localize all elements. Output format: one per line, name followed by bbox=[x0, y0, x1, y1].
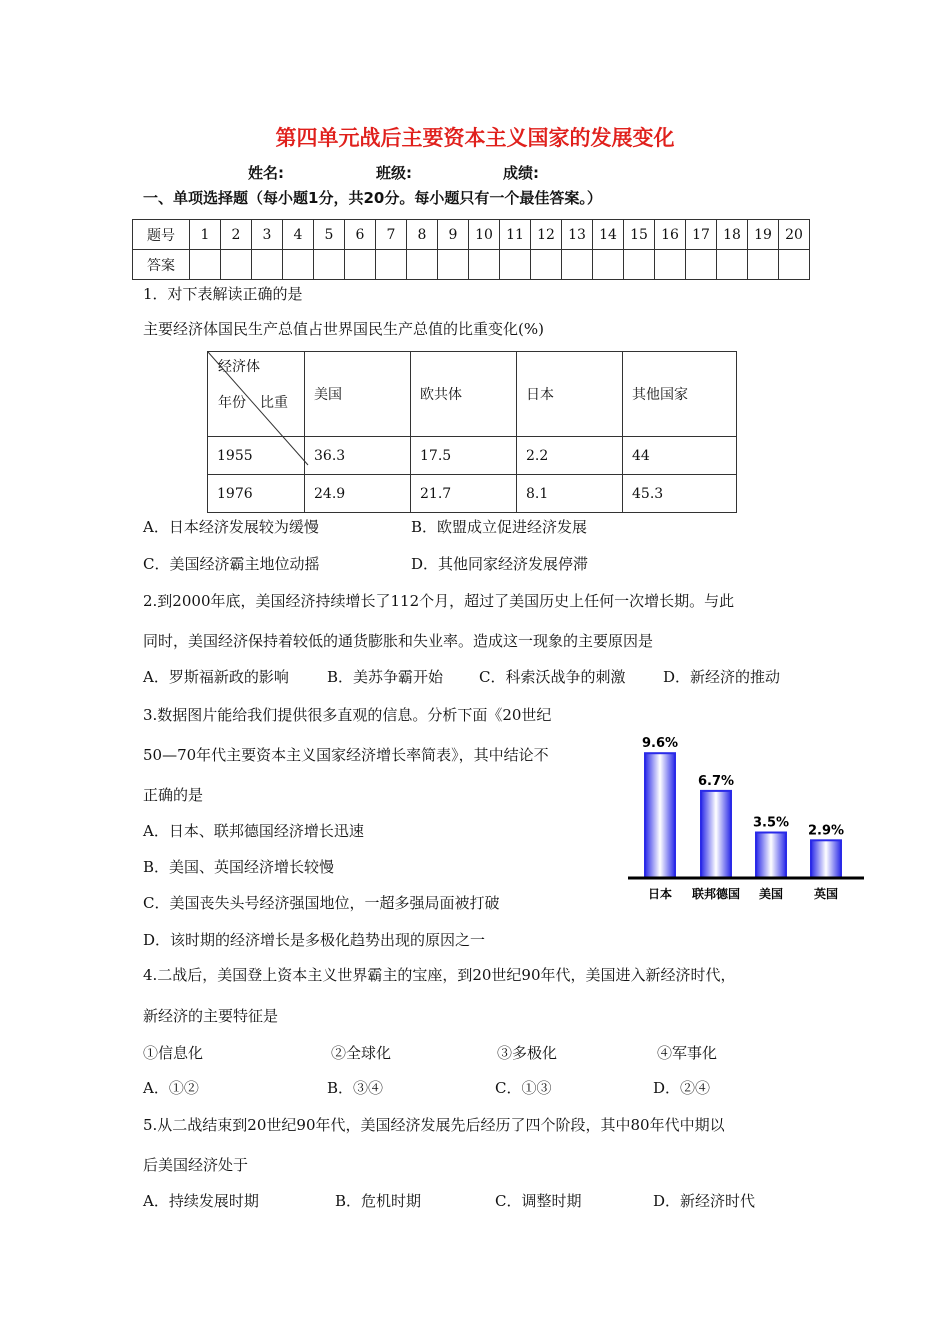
q4-option-d: D．②④ bbox=[653, 1079, 711, 1097]
q1-stem: 1．对下表解读正确的是 bbox=[143, 285, 303, 303]
answer-cell[interactable] bbox=[686, 250, 717, 280]
category-label: 日本 bbox=[647, 887, 673, 901]
answer-row-label: 答案 bbox=[133, 250, 190, 280]
value-cell: 2.2 bbox=[517, 437, 623, 475]
question-number: 14 bbox=[593, 220, 624, 250]
value-cell: 36.3 bbox=[305, 437, 411, 475]
question-number: 16 bbox=[655, 220, 686, 250]
growth-rate-chart bbox=[628, 722, 868, 906]
q5-option-d: D．新经济时代 bbox=[653, 1192, 756, 1210]
value-cell: 24.9 bbox=[305, 475, 411, 513]
q5-stem-line2: 后美国经济处于 bbox=[143, 1156, 249, 1174]
q3-option-a: A．日本、联邦德国经济增长迅速 bbox=[143, 822, 364, 840]
q3-stem-line1: 3.数据图片能给我们提供很多直观的信息。分析下面《20世纪 bbox=[143, 706, 552, 724]
q3-option-b: B．美国、英国经济增长较慢 bbox=[143, 858, 335, 876]
q1-option-a: A．日本经济发展较为缓慢 bbox=[143, 518, 319, 536]
name-label: 姓名: bbox=[248, 164, 284, 182]
answer-cell[interactable] bbox=[438, 250, 469, 280]
score-label: 成绩: bbox=[503, 164, 539, 182]
value-cell: 45.3 bbox=[623, 475, 737, 513]
q4-item-2: ②全球化 bbox=[331, 1044, 392, 1062]
bar-日本 bbox=[645, 753, 675, 878]
question-number: 15 bbox=[624, 220, 655, 250]
answer-cell[interactable] bbox=[717, 250, 748, 280]
answer-cell[interactable] bbox=[283, 250, 314, 280]
page-title: 第四单元战后主要资本主义国家的发展变化 bbox=[275, 126, 675, 150]
q2-option-b: B．美苏争霸开始 bbox=[327, 668, 444, 686]
q1-option-c: C．美国经济霸主地位动摇 bbox=[143, 555, 320, 573]
q2-option-c: C．科索沃战争的刺激 bbox=[479, 668, 626, 686]
answer-table bbox=[132, 219, 810, 280]
year-cell: 1955 bbox=[208, 437, 305, 475]
corner-label-year-share: 年份 比重 bbox=[218, 395, 288, 411]
value-cell: 21.7 bbox=[411, 475, 517, 513]
answer-cell[interactable] bbox=[748, 250, 779, 280]
q4-item-1: ①信息化 bbox=[143, 1044, 204, 1062]
data-label: 3.5% bbox=[752, 815, 790, 831]
question-number: 2 bbox=[221, 220, 252, 250]
answer-cell[interactable] bbox=[190, 250, 221, 280]
q3-stem-line3: 正确的是 bbox=[143, 786, 204, 804]
answer-cell[interactable] bbox=[779, 250, 810, 280]
value-cell: 44 bbox=[623, 437, 737, 475]
q4-item-3: ③多极化 bbox=[497, 1044, 558, 1062]
gdp-table-header-row bbox=[208, 352, 737, 437]
q4-item-4: ④军事化 bbox=[657, 1044, 718, 1062]
question-number: 4 bbox=[283, 220, 314, 250]
q4-option-c: C．①③ bbox=[495, 1079, 552, 1097]
question-number: 18 bbox=[717, 220, 748, 250]
question-number: 19 bbox=[748, 220, 779, 250]
year-cell: 1976 bbox=[208, 475, 305, 513]
q1-table-caption: 主要经济体国民生产总值占世界国民生产总值的比重变化(%) bbox=[143, 320, 544, 338]
answer-cell[interactable] bbox=[376, 250, 407, 280]
q5-option-c: C．调整时期 bbox=[495, 1192, 582, 1210]
q5-stem-line1: 5.从二战结束到20世纪90年代，美国经济发展先后经历了四个阶段，其中80年代中期以 bbox=[143, 1116, 725, 1134]
question-number: 12 bbox=[531, 220, 562, 250]
question-number: 7 bbox=[376, 220, 407, 250]
answer-cell[interactable] bbox=[252, 250, 283, 280]
question-number: 5 bbox=[314, 220, 345, 250]
answer-table-number-row bbox=[133, 220, 810, 250]
q2-stem-line2: 同时，美国经济保持着较低的通货膨胀和失业率。造成这一现象的主要原因是 bbox=[143, 632, 654, 650]
q3-stem-line2: 50—70年代主要资本主义国家经济增长率简表》，其中结论不 bbox=[143, 746, 549, 764]
q2-stem-line1: 2.到2000年底，美国经济持续增长了112个月，超过了美国历史上任何一次增长期。与此 bbox=[143, 592, 735, 610]
class-label: 班级: bbox=[376, 164, 412, 182]
q4-option-a: A．①② bbox=[143, 1079, 199, 1097]
question-number: 3 bbox=[252, 220, 283, 250]
answer-cell[interactable] bbox=[655, 250, 686, 280]
gdp-table-corner-cell bbox=[208, 352, 305, 437]
q2-option-d: D．新经济的推动 bbox=[663, 668, 781, 686]
header-usa: 美国 bbox=[305, 352, 411, 437]
data-label: 6.7% bbox=[697, 773, 735, 789]
question-number: 1 bbox=[190, 220, 221, 250]
answer-cell[interactable] bbox=[531, 250, 562, 280]
category-label: 美国 bbox=[758, 887, 784, 901]
header-eec: 欧共体 bbox=[411, 352, 517, 437]
q4-stem-line1: 4.二战后，美国登上资本主义世界霸主的宝座，到20世纪90年代，美国进入新经济时代， bbox=[143, 966, 736, 984]
question-number: 6 bbox=[345, 220, 376, 250]
q5-option-b: B．危机时期 bbox=[335, 1192, 422, 1210]
answer-cell[interactable] bbox=[469, 250, 500, 280]
header-other: 其他国家 bbox=[623, 352, 737, 437]
question-number: 11 bbox=[500, 220, 531, 250]
value-cell: 8.1 bbox=[517, 475, 623, 513]
gdp-share-table bbox=[207, 351, 737, 513]
question-number: 20 bbox=[779, 220, 810, 250]
q2-option-a: A．罗斯福新政的影响 bbox=[143, 668, 289, 686]
q5-option-a: A．持续发展时期 bbox=[143, 1192, 259, 1210]
answer-cell[interactable] bbox=[407, 250, 438, 280]
answer-cell[interactable] bbox=[345, 250, 376, 280]
answer-cell[interactable] bbox=[221, 250, 252, 280]
question-number: 17 bbox=[686, 220, 717, 250]
q3-option-d: D．该时期的经济增长是多极化趋势出现的原因之一 bbox=[143, 931, 486, 949]
bar-英国 bbox=[811, 840, 841, 878]
answer-cell[interactable] bbox=[593, 250, 624, 280]
question-number: 13 bbox=[562, 220, 593, 250]
question-number: 9 bbox=[438, 220, 469, 250]
q1-option-b: B．欧盟成立促进经济发展 bbox=[411, 518, 588, 536]
question-number: 10 bbox=[469, 220, 500, 250]
answer-cell[interactable] bbox=[562, 250, 593, 280]
header-japan: 日本 bbox=[517, 352, 623, 437]
q4-stem-line2: 新经济的主要特征是 bbox=[143, 1007, 279, 1025]
section-heading: 一、单项选择题（每小题1分，共20分。每小题只有一个最佳答案。） bbox=[143, 189, 602, 207]
bar-美国 bbox=[756, 833, 786, 879]
q1-option-d: D．其他同家经济发展停滞 bbox=[411, 555, 589, 573]
question-number: 8 bbox=[407, 220, 438, 250]
data-label: 9.6% bbox=[641, 736, 679, 752]
answer-cell[interactable] bbox=[624, 250, 655, 280]
data-label: 2.9% bbox=[807, 823, 845, 839]
number-row-label: 题号 bbox=[133, 220, 190, 250]
corner-label-economy: 经济体 bbox=[218, 359, 260, 375]
bar-联邦德国 bbox=[701, 791, 731, 878]
answer-cell[interactable] bbox=[314, 250, 345, 280]
q4-option-b: B．③④ bbox=[327, 1079, 384, 1097]
value-cell: 17.5 bbox=[411, 437, 517, 475]
answer-table-answer-row bbox=[133, 250, 810, 280]
category-label: 英国 bbox=[813, 887, 839, 901]
q3-option-c: C．美国丧失头号经济强国地位，一超多强局面被打破 bbox=[143, 894, 500, 912]
category-label: 联邦德国 bbox=[691, 887, 741, 901]
answer-cell[interactable] bbox=[500, 250, 531, 280]
